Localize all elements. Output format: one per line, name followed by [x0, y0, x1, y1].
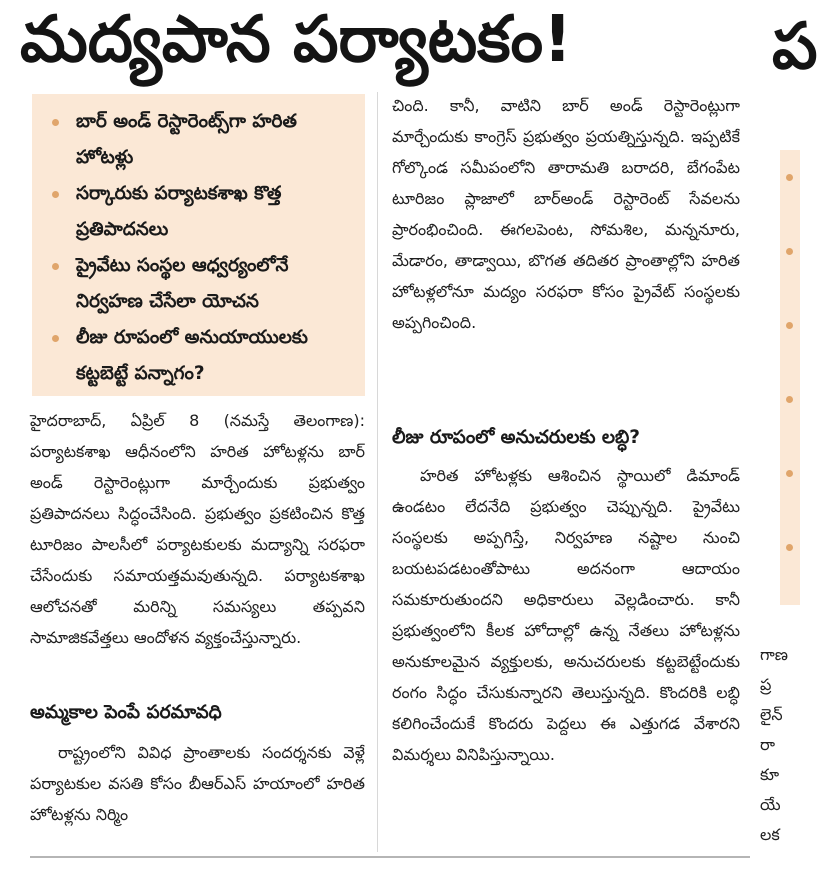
- edge-fragment: రా: [760, 735, 775, 754]
- adjacent-article-text: [760, 640, 800, 850]
- edge-fragment: లైన్: [760, 705, 783, 724]
- highlight-item: బార్ అండ్ రెస్టారెంట్స్‌గా హరిత హోటళ్లు: [52, 104, 355, 176]
- strip-bullet: [786, 322, 793, 329]
- article-paragraph-col2: [392, 90, 740, 338]
- subheading-sales-goal: అమ్మకాల పెంపే పరమావధి: [30, 702, 222, 723]
- edge-fragment: ప్ర: [760, 675, 772, 694]
- edge-fragment: కూ: [760, 765, 780, 784]
- paragraph-text: హరిత హోటళ్లకు ఆశించిన స్థాయిలో డిమాండ్ ఉండటం లేదనేది ప్రభుత్వం చెప్పున్నది. ప్రైవేటు సంస్థలకు అప్పగిస్తే, నిర్వహణ నష్టాల నుంచి బయటపడటంతోపాటు అదనంగా ఆదాయం సమకూరుతుందని అధికారులు వెల్లడించారు. కానీ ప్రభుత్వంలోని కీలక హోదాల్లో ఉన్న నేతలు హోటళ్లను అనుకూలమైన వ్యక్తులకు, అనుచరులకు కట్టబెట్టేందుకు రంగం సిద్ధం చేసుకున్నారని తెలుస్తున్నది. కొందరికి లబ్ధి కలిగించేందుకే కొందరు పెద్దలు ఈ ఎత్తుగడ వేశారని విమర్శలు వినిపిస్తున్నాయి.: [392, 466, 740, 764]
- article-paragraph-col1: [30, 737, 365, 830]
- strip-bullet: [786, 544, 793, 551]
- highlights-box: [32, 94, 365, 396]
- highlights-list: [52, 104, 355, 392]
- next-article-headline-fragment: ప: [772, 10, 818, 84]
- strip-bullet: [786, 174, 793, 181]
- paragraph-text: చింది. కానీ, వాటిని బార్ అండ్ రెస్టారెంట్లుగా మార్చేందుకు కాంగ్రెస్ ప్రభుత్వం ప్రయత్నిస్తున్నది. ఇప్పటికే గోల్కొండ సమీపంలోని తారామతి బరాదరి, బేగంపేట టూరిజం ప్లాజాలో బార్‌అండ్ రెస్టారెంట్ సేవలను ప్రారంభించింది. ఈగలపెంట, సోమశిల, మన్ననూరు, మేడారం, తాడ్వాయి, బొగత తదితర ప్రాంతాల్లోని హరిత హోటళ్లలోనూ మద్యం సరఫరా కోసం ప్రైవేట్ సంస్థలకు అప్పగించింది.: [392, 96, 740, 332]
- strip-bullet: [786, 248, 793, 255]
- highlight-item: సర్కారుకు పర్యాటకశాఖ కొత్త ప్రతిపాదనలు: [52, 176, 355, 248]
- adjacent-article-highlights-strip: [780, 150, 800, 605]
- strip-bullet: [786, 396, 793, 403]
- paragraph-text: రాష్ట్రంలోని వివిధ ప్రాంతాలకు సందర్శనకు వెళ్లే పర్యాటకుల వసతి కోసం బీఆర్‌ఎస్ హయాంలో హరిత హోటళ్లను నిర్మిం: [30, 743, 365, 824]
- bottom-rule: [30, 856, 750, 858]
- headline: మద్యపాన పర్యాటకం!: [20, 3, 573, 77]
- highlight-item: లీజు రూపంలో అనుయాయులకు కట్టబెట్టే పన్నాగం?: [52, 320, 355, 392]
- subheading-lease-benefit: లీజు రూపంలో అనుచరులకు లబ్ధి?: [392, 427, 641, 448]
- column-divider: [377, 92, 378, 852]
- strip-bullet: [786, 470, 793, 477]
- article-lead-paragraph: [30, 405, 365, 653]
- edge-fragment: గాణ: [760, 645, 788, 664]
- lead-text: హైదరాబాద్, ఏప్రిల్ 8 (నమస్తే తెలంగాణ): పర్యాటకశాఖ ఆధీనంలోని హరిత హోటళ్లను బార్ అండ్ రెస్టారెంట్లుగా మార్చేందుకు ప్రభుత్వం ప్రతిపాదనలు సిద్ధంచేసింది. ప్రభుత్వం ప్రకటించిన కొత్త టూరిజం పాలసీలో పర్యాటకులకు మద్యాన్ని సరఫరా చేసేందుకు సమాయత్తమవుతున్నది. పర్యాటకశాఖ ఆలోచనతో మరిన్ని సమస్యలు తప్పవని సామాజికవేత్తలు ఆందోళన వ్యక్తంచేస్తున్నారు.: [30, 411, 365, 647]
- highlight-item: ప్రైవేటు సంస్థల ఆధ్వర్యంలోనే నిర్వహణ చేసేలా యోచన: [52, 248, 355, 320]
- edge-fragment: లక: [760, 825, 780, 844]
- edge-fragment: యే: [760, 795, 781, 814]
- article-paragraph-col2-second: [392, 460, 740, 770]
